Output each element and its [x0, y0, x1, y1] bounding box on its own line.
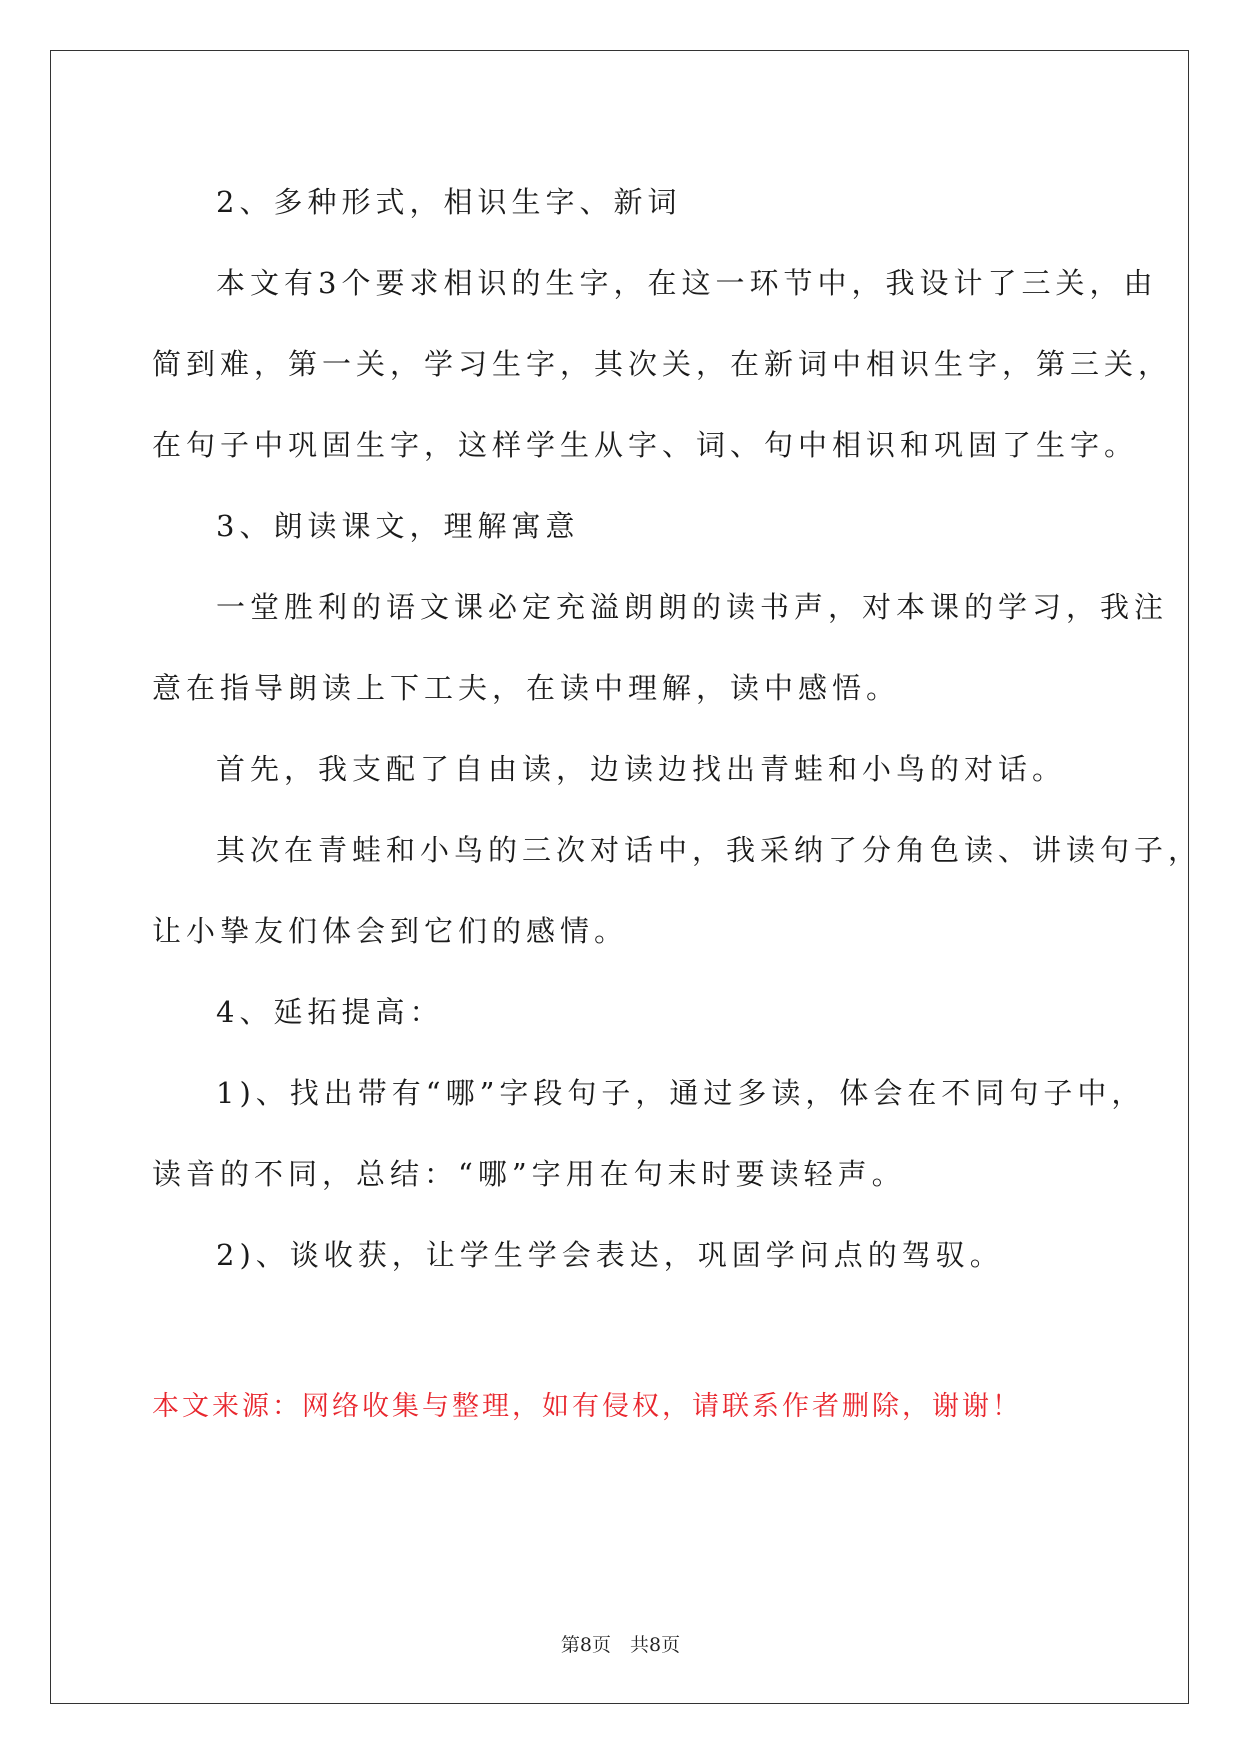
- paragraph-line: 让小挚友们体会到它们的感情。: [152, 914, 629, 948]
- paragraph-heading-2: 2、多种形式，相识生字、新词: [216, 185, 682, 219]
- paragraph-line: 本文有3个要求相识的生字，在这一环节中，我设计了三关，由: [216, 266, 1158, 300]
- paragraph-line: 1)、找出带有“哪”字段句子，通过多读，体会在不同句子中，: [216, 1076, 1146, 1110]
- paragraph-heading-3: 3、朗读课文，理解寓意: [216, 509, 580, 543]
- paragraph-line: 读音的不同，总结：“哪”字用在句末时要读轻声。: [152, 1157, 906, 1191]
- paragraph-line: 一堂胜利的语文课必定充溢朗朗的读书声，对本课的学习，我注: [216, 590, 1169, 624]
- paragraph-line: 简到难，第一关，学习生字，其次关，在新词中相识生字，第三关，: [152, 347, 1173, 381]
- source-notice: 本文来源：网络收集与整理，如有侵权，请联系作者删除，谢谢！: [152, 1391, 1022, 1422]
- paragraph-line: 在句子中巩固生字，这样学生从字、词、句中相识和巩固了生字。: [152, 428, 1139, 462]
- paragraph-heading-4: 4、延拓提高：: [216, 995, 444, 1029]
- document-body: [152, 162, 1203, 1296]
- paragraph-line: 意在指导朗读上下工夫，在读中理解，读中感悟。: [152, 671, 901, 705]
- paragraph-line: 首先，我支配了自由读，边读边找出青蛙和小鸟的对话。: [216, 752, 1067, 786]
- paragraph-line: 其次在青蛙和小鸟的三次对话中，我采纳了分角色读、讲读句子，: [216, 833, 1203, 867]
- page-number: 第8页 共8页: [560, 1634, 681, 1656]
- paragraph-line: 2)、谈收获，让学生学会表达，巩固学问点的驾驭。: [216, 1238, 1004, 1272]
